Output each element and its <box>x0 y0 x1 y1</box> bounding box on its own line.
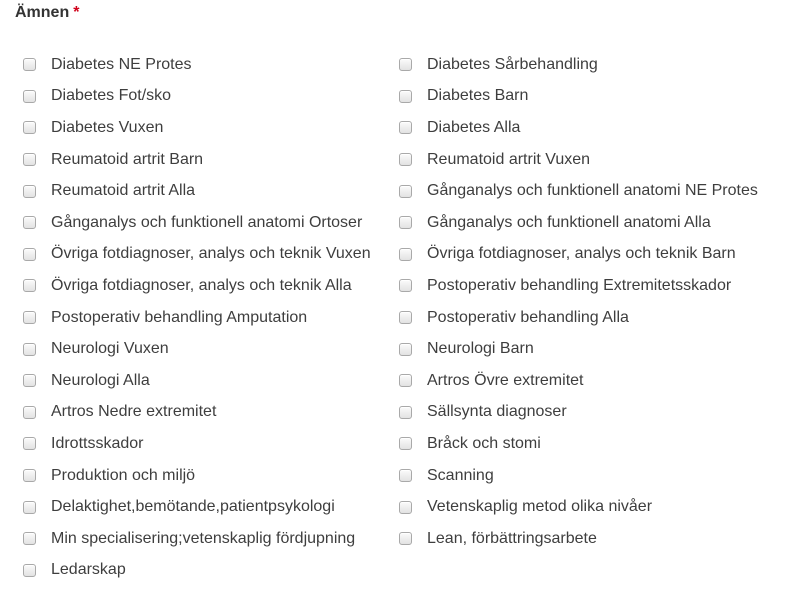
checkbox-label: Idrottsskador <box>51 434 144 452</box>
checkbox-option[interactable] <box>23 555 126 587</box>
checkbox-option[interactable] <box>399 144 590 176</box>
field-label-text: Ämnen <box>15 4 70 21</box>
checkbox-label: Diabetes Fot/sko <box>51 87 172 105</box>
checkbox[interactable] <box>23 185 36 198</box>
checkbox-label: Postoperativ behandling Alla <box>427 308 629 326</box>
checkbox-option[interactable] <box>23 112 163 144</box>
checkbox-option[interactable] <box>23 239 371 271</box>
checkbox-option[interactable] <box>399 302 629 334</box>
checkbox-option[interactable] <box>399 333 534 365</box>
checkbox-option[interactable] <box>23 270 352 302</box>
checkbox[interactable] <box>399 185 412 198</box>
checkbox[interactable] <box>23 343 36 356</box>
checkbox-option[interactable] <box>23 207 362 239</box>
checkbox-label: Diabetes NE Protes <box>51 55 192 73</box>
checkbox-option[interactable] <box>23 81 171 113</box>
checkbox-label: Övriga fotdiagnoser, analys och teknik Vuxen <box>51 245 371 263</box>
checkbox-label: Bråck och stomi <box>427 434 541 452</box>
checkbox-option[interactable] <box>23 144 203 176</box>
checkbox-label: Delaktighet,bemötande,patientpsykologi <box>51 498 335 516</box>
checkbox[interactable] <box>23 90 36 103</box>
checkbox[interactable] <box>23 374 36 387</box>
checkbox-label: Reumatoid artrit Barn <box>51 150 204 168</box>
checkbox-option[interactable] <box>399 81 528 113</box>
checkbox[interactable] <box>399 532 412 545</box>
checkbox-option[interactable] <box>399 239 736 271</box>
checkbox[interactable] <box>23 248 36 261</box>
checkbox-label: Neurologi Vuxen <box>51 340 169 358</box>
checkbox-label: Diabetes Barn <box>427 87 529 105</box>
checkbox-label: Neurologi Alla <box>51 371 150 389</box>
checkbox-label: Vetenskaplig metod olika nivåer <box>427 498 653 516</box>
checkbox-option[interactable] <box>399 270 731 302</box>
checkbox-option[interactable] <box>399 491 652 523</box>
checkbox-label: Scanning <box>427 466 494 484</box>
checkbox[interactable] <box>23 469 36 482</box>
checkbox[interactable] <box>23 121 36 134</box>
checkbox-label: Postoperativ behandling Amputation <box>51 308 308 326</box>
checkbox-option[interactable] <box>399 207 711 239</box>
checkbox-option[interactable] <box>23 428 143 460</box>
checkbox-option[interactable] <box>399 112 520 144</box>
checkbox-option[interactable] <box>23 365 150 397</box>
checkbox-option[interactable] <box>399 365 583 397</box>
checkbox[interactable] <box>23 532 36 545</box>
checkbox-label: Lean, förbättringsarbete <box>427 529 597 547</box>
required-asterisk: * <box>73 4 80 21</box>
checkbox[interactable] <box>23 437 36 450</box>
checkbox-label: Gånganalys och funktionell anatomi NE Protes <box>427 182 758 200</box>
checkbox[interactable] <box>23 311 36 324</box>
checkbox-option[interactable] <box>23 175 195 207</box>
checkbox-option[interactable] <box>23 523 355 555</box>
checkbox-label: Produktion och miljö <box>51 466 196 484</box>
checkbox[interactable] <box>399 343 412 356</box>
field-label <box>15 3 79 23</box>
checkbox-label: Övriga fotdiagnoser, analys och teknik Barn <box>427 245 736 263</box>
checkbox[interactable] <box>23 216 36 229</box>
checkbox[interactable] <box>23 279 36 292</box>
checkbox[interactable] <box>399 90 412 103</box>
checkbox-label: Reumatoid artrit Vuxen <box>427 150 591 168</box>
checkbox-option[interactable] <box>23 460 195 492</box>
checkbox-option[interactable] <box>23 302 307 334</box>
checkbox[interactable] <box>399 501 412 514</box>
checkbox-label: Reumatoid artrit Alla <box>51 182 196 200</box>
checkbox[interactable] <box>399 406 412 419</box>
checkbox[interactable] <box>399 248 412 261</box>
checkbox[interactable] <box>399 58 412 71</box>
checkbox[interactable] <box>399 311 412 324</box>
checkbox-option[interactable] <box>23 491 335 523</box>
checkbox[interactable] <box>399 374 412 387</box>
checkbox-label: Diabetes Alla <box>427 118 521 136</box>
checkbox-option[interactable] <box>23 49 192 81</box>
checkbox[interactable] <box>399 153 412 166</box>
checkbox-option[interactable] <box>399 460 494 492</box>
checkbox-label: Diabetes Sårbehandling <box>427 55 598 73</box>
checkbox-option[interactable] <box>399 397 567 429</box>
checkbox-option[interactable] <box>399 49 598 81</box>
checkbox[interactable] <box>399 437 412 450</box>
checkbox[interactable] <box>399 216 412 229</box>
checkbox-label: Diabetes Vuxen <box>51 118 164 136</box>
checkbox[interactable] <box>23 501 36 514</box>
checkbox-option[interactable] <box>399 523 597 555</box>
checkbox-option[interactable] <box>399 428 541 460</box>
checkbox-option[interactable] <box>23 397 216 429</box>
checkbox-label: Artros Övre extremitet <box>427 371 584 389</box>
checkbox[interactable] <box>23 564 36 577</box>
checkbox[interactable] <box>399 469 412 482</box>
checkbox[interactable] <box>23 58 36 71</box>
checkbox-option[interactable] <box>399 175 758 207</box>
checkbox-label: Övriga fotdiagnoser, analys och teknik Alla <box>51 276 352 294</box>
checkbox-label: Gånganalys och funktionell anatomi Alla <box>427 213 711 231</box>
checkbox[interactable] <box>399 279 412 292</box>
checkbox-label: Neurologi Barn <box>427 340 534 358</box>
checkbox-label: Sällsynta diagnoser <box>427 403 567 421</box>
checkbox-label: Artros Nedre extremitet <box>51 403 217 421</box>
checkbox-label: Postoperativ behandling Extremitetsskador <box>427 276 732 294</box>
checkbox-option[interactable] <box>23 333 169 365</box>
checkbox-label: Ledarskap <box>51 561 126 579</box>
checkbox[interactable] <box>399 121 412 134</box>
checkbox-label: Min specialisering;vetenskaplig fördjupning <box>51 529 356 547</box>
checkbox-label: Gånganalys och funktionell anatomi Ortoser <box>51 213 363 231</box>
checkbox[interactable] <box>23 406 36 419</box>
checkbox[interactable] <box>23 153 36 166</box>
